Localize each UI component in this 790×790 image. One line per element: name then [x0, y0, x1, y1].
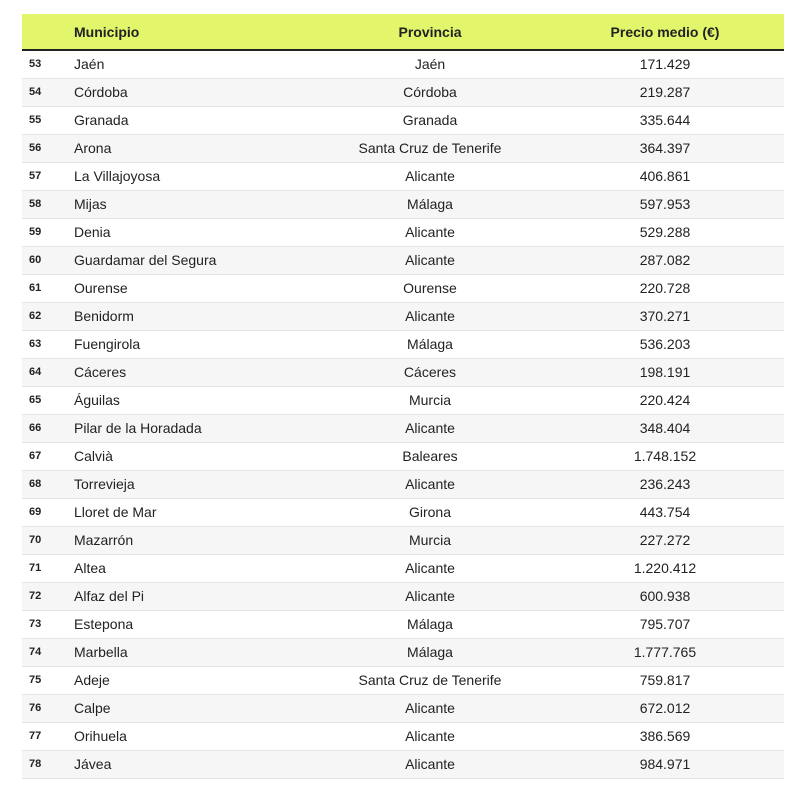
- provincia-cell: Alicante: [314, 750, 546, 778]
- header-precio[interactable]: Precio medio (€): [546, 14, 784, 50]
- precio-cell: 443.754: [546, 498, 784, 526]
- precio-cell: 171.429: [546, 50, 784, 78]
- table-row: [22, 694, 784, 722]
- precio-cell: 335.644: [546, 106, 784, 134]
- precio-cell: 227.272: [546, 526, 784, 554]
- municipio-cell: Orihuela: [62, 722, 314, 750]
- municipio-cell: Marbella: [62, 638, 314, 666]
- precio-cell: 386.569: [546, 722, 784, 750]
- rank-cell: 74: [22, 638, 62, 666]
- municipio-cell: Jávea: [62, 750, 314, 778]
- provincia-cell: Alicante: [314, 554, 546, 582]
- rank-cell: 70: [22, 526, 62, 554]
- table-body: [22, 50, 784, 778]
- precio-cell: 759.817: [546, 666, 784, 694]
- precio-cell: 1.748.152: [546, 442, 784, 470]
- precio-cell: 219.287: [546, 78, 784, 106]
- rank-cell: 58: [22, 190, 62, 218]
- table-row: [22, 638, 784, 666]
- rank-cell: 66: [22, 414, 62, 442]
- provincia-cell: Santa Cruz de Tenerife: [314, 666, 546, 694]
- table-row: [22, 722, 784, 750]
- rank-cell: 63: [22, 330, 62, 358]
- rank-cell: 78: [22, 750, 62, 778]
- provincia-cell: Málaga: [314, 330, 546, 358]
- provincia-cell: Alicante: [314, 414, 546, 442]
- precio-cell: 348.404: [546, 414, 784, 442]
- table-row: [22, 246, 784, 274]
- municipio-cell: Calvià: [62, 442, 314, 470]
- table-row: [22, 330, 784, 358]
- rank-cell: 54: [22, 78, 62, 106]
- provincia-cell: Baleares: [314, 442, 546, 470]
- provincia-cell: Córdoba: [314, 78, 546, 106]
- provincia-cell: Murcia: [314, 386, 546, 414]
- municipio-cell: Jaén: [62, 50, 314, 78]
- municipio-cell: Denia: [62, 218, 314, 246]
- precio-cell: 198.191: [546, 358, 784, 386]
- provincia-cell: Málaga: [314, 638, 546, 666]
- provincia-cell: Alicante: [314, 722, 546, 750]
- municipio-cell: Altea: [62, 554, 314, 582]
- rank-cell: 57: [22, 162, 62, 190]
- provincia-cell: Málaga: [314, 610, 546, 638]
- provincia-cell: Girona: [314, 498, 546, 526]
- municipio-cell: Cáceres: [62, 358, 314, 386]
- rank-cell: 69: [22, 498, 62, 526]
- table-row: [22, 554, 784, 582]
- precio-cell: 529.288: [546, 218, 784, 246]
- provincia-cell: Alicante: [314, 582, 546, 610]
- table-row: [22, 750, 784, 778]
- provincia-cell: Alicante: [314, 470, 546, 498]
- municipio-cell: Guardamar del Segura: [62, 246, 314, 274]
- precio-cell: 795.707: [546, 610, 784, 638]
- rank-cell: 61: [22, 274, 62, 302]
- municipio-cell: La Villajoyosa: [62, 162, 314, 190]
- municipio-cell: Fuengirola: [62, 330, 314, 358]
- provincia-cell: Alicante: [314, 162, 546, 190]
- rank-cell: 53: [22, 50, 62, 78]
- precio-cell: 600.938: [546, 582, 784, 610]
- municipio-cell: Águilas: [62, 386, 314, 414]
- precio-cell: 364.397: [546, 134, 784, 162]
- precio-cell: 1.777.765: [546, 638, 784, 666]
- rank-cell: 60: [22, 246, 62, 274]
- table-row: [22, 302, 784, 330]
- table-row: [22, 106, 784, 134]
- table-row: [22, 134, 784, 162]
- precio-cell: 406.861: [546, 162, 784, 190]
- table-header: [22, 14, 784, 50]
- provincia-cell: Jaén: [314, 50, 546, 78]
- table-row: [22, 498, 784, 526]
- provincia-cell: Alicante: [314, 694, 546, 722]
- price-table-container: [22, 14, 772, 779]
- header-rank: [22, 14, 62, 50]
- table-row: [22, 526, 784, 554]
- precio-cell: 984.971: [546, 750, 784, 778]
- municipio-cell: Adeje: [62, 666, 314, 694]
- municipio-cell: Arona: [62, 134, 314, 162]
- municipio-cell: Estepona: [62, 610, 314, 638]
- rank-cell: 62: [22, 302, 62, 330]
- municipio-cell: Alfaz del Pi: [62, 582, 314, 610]
- municipio-cell: Mazarrón: [62, 526, 314, 554]
- price-table: [22, 14, 784, 779]
- rank-cell: 73: [22, 610, 62, 638]
- provincia-cell: Alicante: [314, 246, 546, 274]
- table-row: [22, 274, 784, 302]
- rank-cell: 56: [22, 134, 62, 162]
- precio-cell: 672.012: [546, 694, 784, 722]
- provincia-cell: Santa Cruz de Tenerife: [314, 134, 546, 162]
- table-row: [22, 162, 784, 190]
- provincia-cell: Málaga: [314, 190, 546, 218]
- table-row: [22, 442, 784, 470]
- rank-cell: 68: [22, 470, 62, 498]
- precio-cell: 1.220.412: [546, 554, 784, 582]
- municipio-cell: Mijas: [62, 190, 314, 218]
- table-row: [22, 666, 784, 694]
- municipio-cell: Calpe: [62, 694, 314, 722]
- precio-cell: 220.424: [546, 386, 784, 414]
- rank-cell: 59: [22, 218, 62, 246]
- rank-cell: 72: [22, 582, 62, 610]
- rank-cell: 71: [22, 554, 62, 582]
- municipio-cell: Córdoba: [62, 78, 314, 106]
- table-row: [22, 386, 784, 414]
- provincia-cell: Alicante: [314, 218, 546, 246]
- rank-cell: 55: [22, 106, 62, 134]
- municipio-cell: Pilar de la Horadada: [62, 414, 314, 442]
- table-row: [22, 78, 784, 106]
- precio-cell: 220.728: [546, 274, 784, 302]
- rank-cell: 76: [22, 694, 62, 722]
- provincia-cell: Murcia: [314, 526, 546, 554]
- provincia-cell: Cáceres: [314, 358, 546, 386]
- provincia-cell: Granada: [314, 106, 546, 134]
- municipio-cell: Lloret de Mar: [62, 498, 314, 526]
- rank-cell: 67: [22, 442, 62, 470]
- header-row: [22, 14, 784, 50]
- table-row: [22, 50, 784, 78]
- municipio-cell: Granada: [62, 106, 314, 134]
- municipio-cell: Ourense: [62, 274, 314, 302]
- precio-cell: 287.082: [546, 246, 784, 274]
- provincia-cell: Ourense: [314, 274, 546, 302]
- precio-cell: 370.271: [546, 302, 784, 330]
- provincia-cell: Alicante: [314, 302, 546, 330]
- header-provincia[interactable]: Provincia: [314, 14, 546, 50]
- table-row: [22, 218, 784, 246]
- table-row: [22, 470, 784, 498]
- precio-cell: 536.203: [546, 330, 784, 358]
- table-row: [22, 610, 784, 638]
- header-municipio[interactable]: Municipio: [62, 14, 314, 50]
- table-row: [22, 190, 784, 218]
- rank-cell: 64: [22, 358, 62, 386]
- rank-cell: 75: [22, 666, 62, 694]
- table-row: [22, 582, 784, 610]
- precio-cell: 236.243: [546, 470, 784, 498]
- municipio-cell: Torrevieja: [62, 470, 314, 498]
- precio-cell: 597.953: [546, 190, 784, 218]
- table-row: [22, 358, 784, 386]
- table-row: [22, 414, 784, 442]
- rank-cell: 77: [22, 722, 62, 750]
- municipio-cell: Benidorm: [62, 302, 314, 330]
- rank-cell: 65: [22, 386, 62, 414]
